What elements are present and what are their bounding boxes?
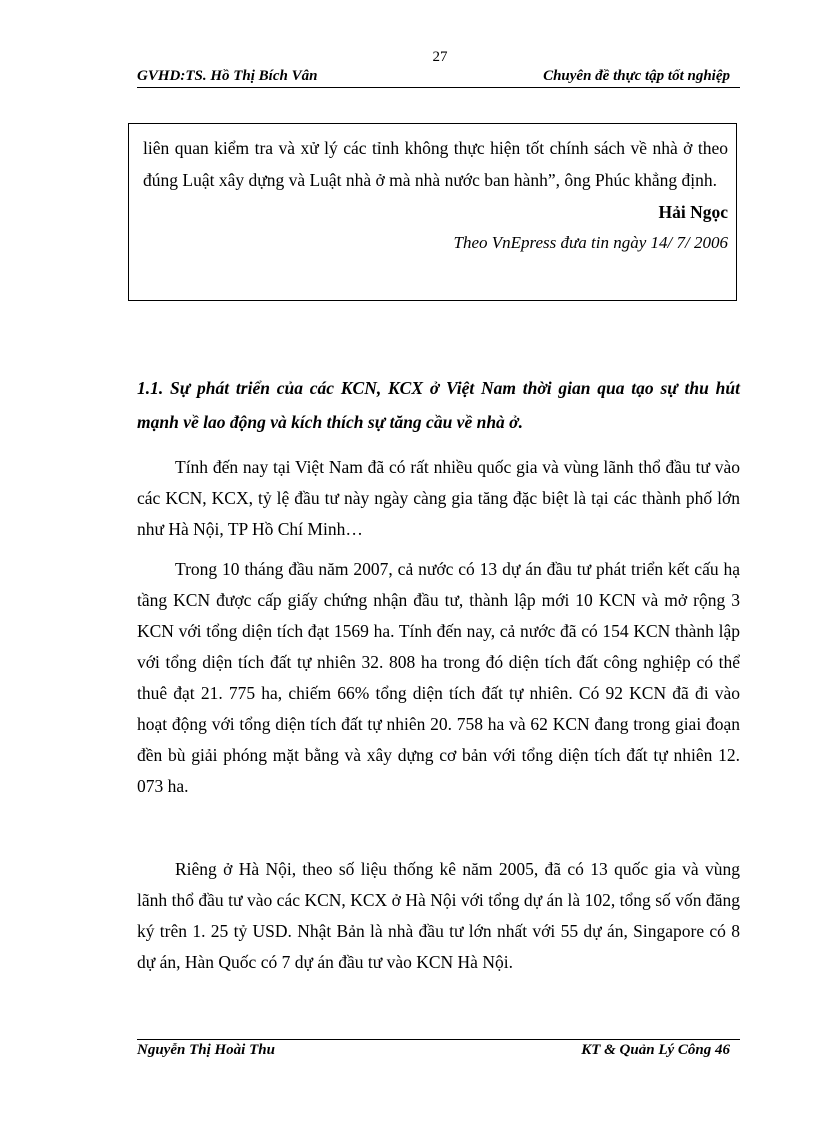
section-heading: 1.1. Sự phát triển của các KCN, KCX ở Việt Nam thời gian qua tạo sự thu hút mạnh về lao động và kích thích sự tăng cầu về nhà ở. (137, 378, 740, 432)
header-divider (137, 87, 740, 88)
quote-box (128, 123, 737, 301)
footer-course: KT & Quản Lý Công 46 (581, 1042, 730, 1058)
header-document-type: Chuyên đề thực tập tốt nghiệp (543, 68, 730, 84)
quote-text: liên quan kiểm tra và xử lý các tỉnh không thực hiện tốt chính sách về nhà ở theo đúng Luật xây dựng và Luật nhà ở mà nhà nước ban hành”, ông Phúc khẳng định. (143, 138, 728, 190)
footer-divider (137, 1039, 740, 1040)
quote-author: Hải Ngọc (658, 202, 728, 222)
paragraph-3: Riêng ở Hà Nội, theo số liệu thống kê năm 2005, đã có 13 quốc gia và vùng lãnh thổ đầu tư vào các KCN, KCX ở Hà Nội với tổng dự án là 102, tổng số vốn đăng ký trên 1. 25 tỷ USD. Nhật Bản là nhà đầu tư lớn nhất với 55 dự án, Singapore có 8 dự án, Hàn Quốc có 7 dự án đầu tư vào KCN Hà Nội. (137, 859, 740, 972)
paragraph-2: Trong 10 tháng đầu năm 2007, cả nước có 13 dự án đầu tư phát triển kết cấu hạ tầng KCN được cấp giấy chứng nhận đầu tư, thành lập mới 10 KCN và mở rộng 3 KCN với tổng diện tích đạt 1569 ha. Tính đến nay, cả nước đã có 154 KCN thành lập với tổng diện tích đất tự nhiên 32. 808 ha trong đó diện tích đất công nghiệp có thể thuê đạt 21. 775 ha, chiếm 66% tổng diện tích đất tự nhiên. Có 92 KCN đã đi vào hoạt động với tổng diện tích đất tự nhiên 20. 758 ha và 62 KCN đang trong giai đoạn đền bù giải phóng mặt bằng và xây dựng cơ bản với tổng diện tích đất tự nhiên 12. 073 ha. (137, 559, 740, 796)
quote-source: Theo VnEpress đưa tin ngày 14/ 7/ 2006 (453, 233, 728, 252)
header-advisor: GVHD:TS. Hồ Thị Bích Vân (137, 68, 318, 84)
footer-author: Nguyễn Thị Hoài Thu (137, 1042, 275, 1058)
paragraph-1: Tính đến nay tại Việt Nam đã có rất nhiều quốc gia và vùng lãnh thổ đầu tư vào các KCN, KCX, tỷ lệ đầu tư này ngày càng gia tăng đặc biệt là tại các thành phố lớn như Hà Nội, TP Hồ Chí Minh… (137, 457, 740, 539)
page-number: 27 (432, 49, 448, 65)
